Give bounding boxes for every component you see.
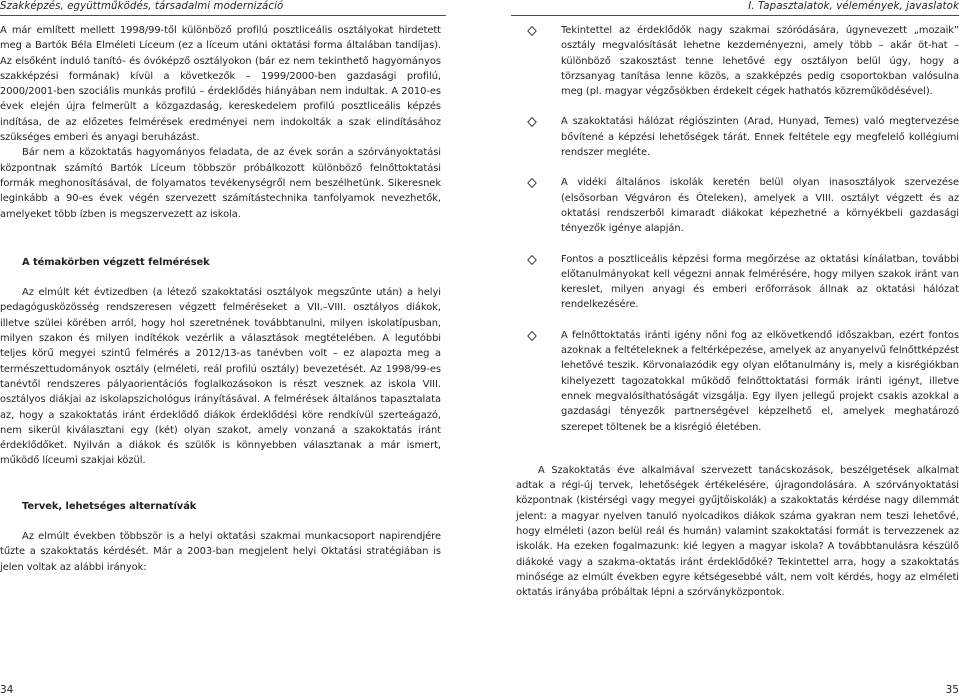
diamond-outline-icon [527,255,537,265]
right-column [516,23,959,601]
section-heading-felmérések: A témakörben végzett felmérések [22,256,210,268]
spacer [0,270,441,285]
spacer [0,514,441,529]
bullet-item [516,114,959,160]
bullet-item [516,23,959,99]
bullet-text: A szakoktatási hálózat régiószinten (Arad, Hunyad, Temes) való megtervezése bővítené a képzési lehetőségek tárát. Ennek feltétele egy megfelelő kollégiumi rendszer megléte. [561,116,959,159]
diamond-outline-icon [527,178,537,188]
paragraph-felmérések: Az elmúlt két évtizedben (a létező szakoktatási osztályok megszűnte után) a helyi pedagógusközösség rendszeresen végzett felméréseket a VII.–VIII. osztályos diákok, illetve szülei körében arról, hogy hol szeretnének továbbtanulni, milyen iskolatípusban, milyen szakon és milyen indítékok vezérlik a választások megtételében. A legutóbbi teljes körű megyei szintű felmérés a 2012/13-as tanévben volt – ez alapozta meg a természettudományok osztály (elméleti, reál profilú osztály) bevezetését. Az 1998/99-es tanévtől rendszeres pályaorientációs foglalkozásokon is részt vesznek az iskola VIII. osztályos diákjai az iskolapszichológus irányításával. A felmérések általános tapasztalata az, hogy a szakoktatás iránt érdeklődő diákok érdeklődési köre rendkívül szerteágazó, nem sikerül kiválasztani egy (két) olyan szakot, amely vonzaná a szakoktatás iránt érdeklődőket. Nyilván a diákok és szülők is könnyebben választanak a már ismert, működő líceumi szakjai közül. [0,287,441,467]
paragraph-tervek: Az elmúlt években többször is a helyi oktatási szakmai munkacsoport napirendjére tűzte a szakoktatás kérdését. Már a 2003-ban megjelent helyi Oktatási stratégiában is jelen voltak az alábbi irányok: [0,531,441,573]
bullet-item [516,328,959,435]
bullet-text: A vidéki általános iskolák keretén belül olyan inasosztályok szervezése (elsősorban Végváron és Óteleken), amelyek a VIII. osztályt végzett és az oktatási rendszerből kimaradt diákokat képezhetné a környékbeli gazdasági tényezők igénye alapján. [561,177,959,235]
page-number-right: 35 [945,684,959,696]
header-rule-right [511,15,959,16]
paragraph-felnőttoktatás: Bár nem a közoktatás hagyományos feladata, de az évek során a szórványoktatási központnak számító Bartók Líceum többször próbálkozott különböző felnőttoktatási formák meghonosításával, de folyamatos tevékenységről nem beszélhetünk. Sikeresnek leginkább a 90-es évek végén szervezett számítástechnika tanfolyamok nevezhetők, amelyeket több ízben is megszervezett az iskola. [0,147,441,220]
page-number-left: 34 [0,684,14,696]
spacer [0,222,441,255]
left-column [0,23,441,575]
running-header-left: Szakképzés, együttműködés, társadalmi modernizáció [0,1,284,12]
bullet-text: A felnőttoktatás iránti igény nőni fog az elkövetkendő időszakban, ezért fontos azoknak a feltételeknek a feltérképezése, amelyek az anyanyelvű felnőttképzést lehetővé teszik. Körvonalazódik egy olyan előtanulmány is, mely a kisrégiókban kihelyezett tagozatokkal működő felnőttoktatási formák iránti igényt, illetve ennek megvalósíthatóságát vizsgálja. Egy ilyen jellegű projekt csakis azokkal a gazdasági tényezők partnerségével képzelhető el, amelyek meghatározó szerepet töltenek be a kisrégió életében. [561,329,959,433]
diamond-outline-icon [527,331,537,341]
running-header-right: I. Tapasztalatok, vélemények, javaslatok [748,1,959,12]
bullet-item [516,252,959,313]
bullet-text: Fontos a posztliceális képzési forma megőrzése az oktatási kínálatban, további előtanulmányokat kell végezni annak felmérésére, hogy milyen szakok iránt van kereslet, milyen anyagi és emberi erőforrások állnak az oktatási hálózat rendelkezésére. [561,253,959,311]
spacer [0,469,441,499]
bullet-text: Tekintettel az érdeklődők nagy szakmai szóródására, úgynevezett „mozaik” osztály megvalósítását lehetne kezdeményezni, amely több – akár öt-hat – különböző szakosztást tenne lehetővé egy osztályon belül úgy, hogy a törzsanyag tanítása lenne közös, a szakképzés pedig csoportokban valósulna meg (pl. magyar végzősökben érdekelt cégek hathatós közreműködésével). [561,25,959,98]
header-rule-left [0,15,446,16]
diamond-outline-icon [527,26,537,36]
paragraph-posztliceális: A már említett mellett 1998/99-től különböző profilú posztliceális osztályokat hirdetett meg a Bartók Béla Elméleti Líceum (ez a líceum utáni oktatási forma általában tandíjas). Az elsőként induló tanító- és óvóképző osztályokon (bár ez nem tekinthető hagyományos szakképzési formának) kívül a következők – 1999/2000-ben gazdasági profilú, 2000/2001-ben szociális munkás profilú – érdeklődés hiányában nem indultak. A 2010-es évek elején újra felmerült a közgazdaság, kereskedelem profilú posztliceális képzés indítása, de az előzetes felmérések eredményei nem indokolták a szak elindításához szükséges emberi és anyagi beruházást. [0,25,441,144]
bullet-item [516,175,959,236]
section-heading-tervek: Tervek, lehetséges alternatívák [22,500,197,512]
paragraph-szakoktatás-éve: A Szakoktatás éve alkalmával szervezett tanácskozások, beszélgetések alkalmat adtak a régi-új tervek, lehetőségek értékelésére, újragondolására. A szórványoktatási központnak (kistérségi vagy megyei gyűjtőiskolák) a szakoktatás kérdése nagy dilemmát jelent: a magyar nyelven tanuló nyolcadikos diákok száma gyakran nem teszi lehetővé, hogy elméleti (azon belül reál és humán) valamint szakoktatási formát is tervezzenek az iskolák. Ha ezeken fogalmazunk: kié legyen a magyar iskola? A továbbtanulásra készülő diákoké vagy a szakma-oktatás iránt érdeklődőké? Tekintettel arra, hogy a szakoktatás minősége az elmúlt években egyre kétségesebbé vált, nem volt kérdés, hogy az elméleti oktatás irányába próbáltak lépni a szórványközpontok. [516,464,959,599]
diamond-outline-icon [527,117,537,127]
spacer [516,435,959,463]
